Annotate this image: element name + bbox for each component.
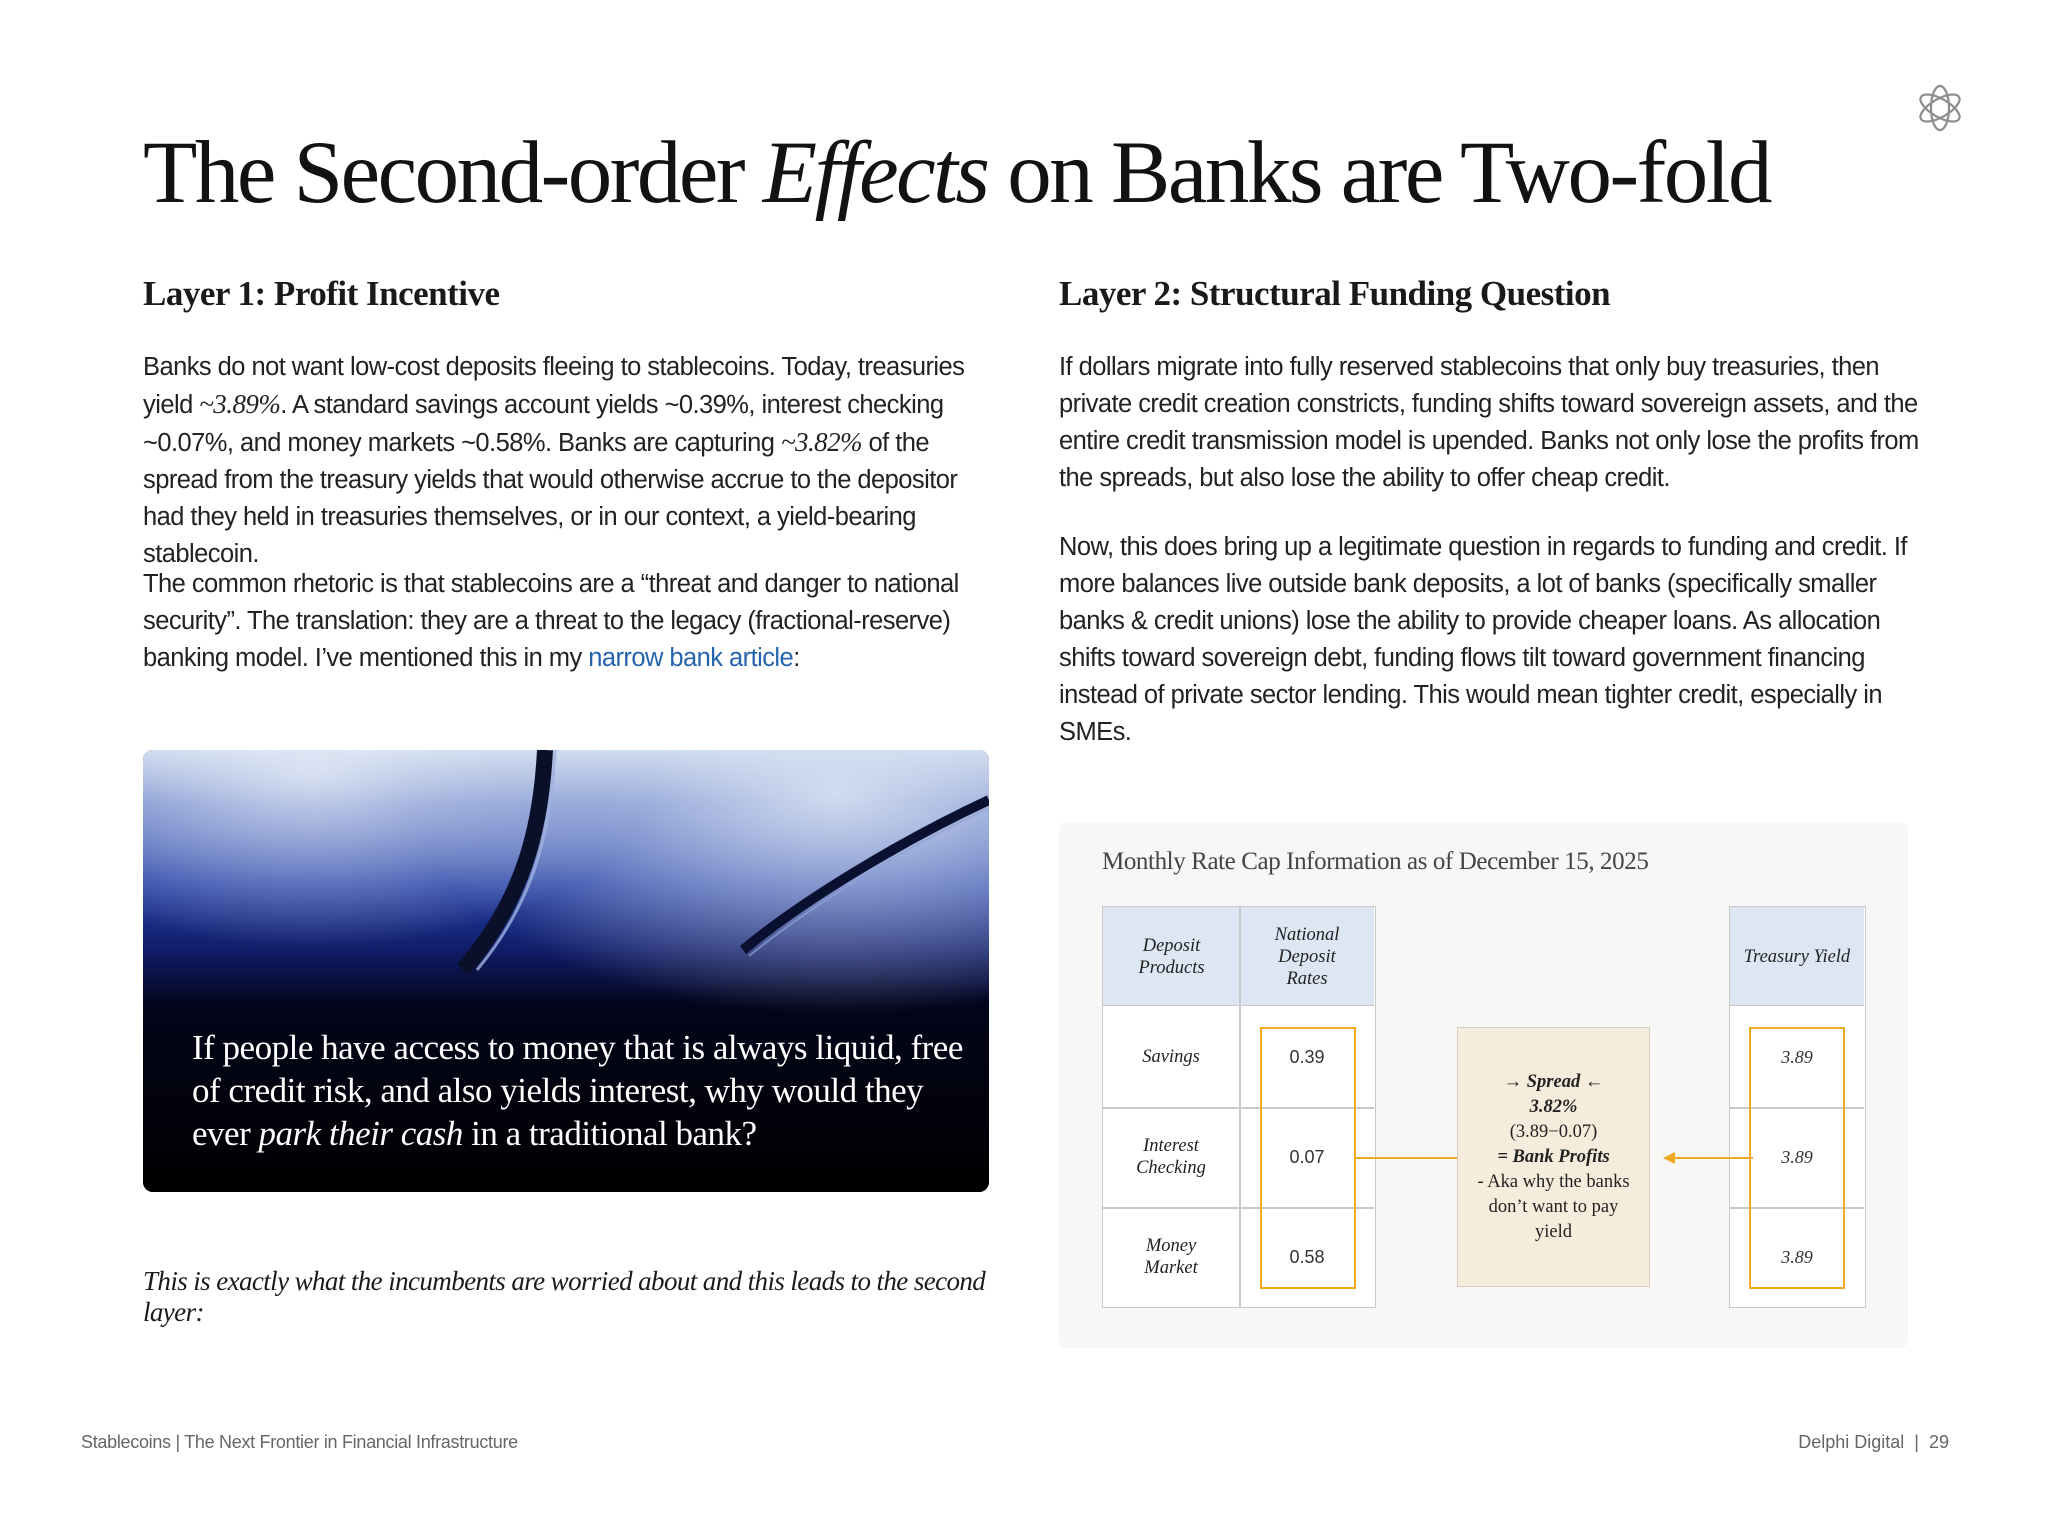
rate-cap-panel: [1059, 822, 1908, 1348]
rate-cap-title: Monthly Rate Cap Information as of December 15, 2025: [1102, 848, 1649, 875]
footer-report-title: Stablecoins | The Next Frontier in Financial Infrastructure: [81, 1432, 518, 1452]
layer2-heading: Layer 2: Structural Funding Question: [1059, 274, 1611, 313]
spread-formula: (3.89−0.07): [1509, 1121, 1598, 1142]
row-product-savings: Savings: [1142, 1047, 1200, 1067]
spread-note: - Aka why the banks don’t want to pay yield: [1477, 1171, 1630, 1242]
delphi-logo-icon: [1912, 80, 1968, 136]
layer1-paragraph-1: Banks do not want low-cost deposits fleeing to stablecoins. Today, treasuries yield ~3.89%. A standard savings account yields ~0.39%, interest checking ~0.07%, and money markets ~0.58%. Banks are capturing ~3.82% of the spread from the treasury yields that would otherwise accrue to the depositor had they held in treasuries themselves, or in our context, a yield-bearing stablecoin.: [143, 353, 965, 568]
footer-page-info: Delphi Digital | 29: [1798, 1432, 1949, 1452]
deposit-rates-table: [1102, 906, 1376, 1308]
row-rate-savings: 0.39: [1289, 1047, 1325, 1067]
rates-highlight-box: [1260, 1027, 1356, 1289]
row-rate-interest-checking: 0.07: [1289, 1147, 1325, 1167]
narrow-bank-article-link[interactable]: narrow bank article: [588, 644, 794, 672]
arrow-left-icon: [1663, 1148, 1753, 1168]
page-title: The Second-order Effects on Banks are Two-fold: [143, 124, 1770, 222]
spread-box: [1457, 1027, 1650, 1287]
quote-card: [143, 750, 989, 1192]
row-rate-money-market: 0.58: [1289, 1247, 1325, 1267]
layer2-paragraph-2: Now, this does bring up a legitimate question in regards to funding and credit. If more balances live outside bank deposits, a lot of banks (specifically smaller banks & credit unions) lose the ability to provide cheaper loans. As allocation shifts toward sovereign debt, funding flows tilt toward government financing instead of private sector lending. This would mean tighter credit, especially in SMEs.: [1059, 533, 1907, 746]
closing-note: This is exactly what the incumbents are worried about and this leads to the second layer:: [143, 1266, 986, 1327]
treasury-yield-table: [1729, 906, 1866, 1308]
layer1-paragraph-2: The common rhetoric is that stablecoins are a “threat and danger to national security”. The translation: they are a threat to the legacy (fractional-reserve) banking model. I’ve mentioned this in my narrow bank article:: [143, 570, 959, 672]
layer2-paragraph-1: If dollars migrate into fully reserved stablecoins that only buy treasuries, then private credit creation constricts, funding shifts toward sovereign assets, and the entire credit transmission model is upended. Banks not only lose the profits from the spreads, but also lose the ability to offer cheap credit.: [1059, 353, 1919, 492]
row-treasury-savings: 3.89: [1781, 1047, 1813, 1067]
row-product-money-market: Money Market: [1144, 1236, 1198, 1278]
header-treasury-yield: Treasury Yield: [1743, 946, 1851, 967]
header-deposit-products: Deposit Products: [1138, 935, 1205, 978]
row-treasury-money-market: 3.89: [1781, 1247, 1813, 1267]
spread-bank-profits: = Bank Profits: [1497, 1146, 1610, 1167]
spread-value: 3.82%: [1529, 1096, 1578, 1117]
header-national-deposit-rates: National Deposit Rates: [1274, 924, 1340, 989]
quote-text: If people have access to money that is always liquid, free of credit risk, and also yields interest, why would they ever park their cash in a traditional bank?: [192, 1028, 963, 1153]
row-product-interest-checking: Interest Checking: [1136, 1136, 1206, 1178]
layer1-heading: Layer 1: Profit Incentive: [143, 274, 500, 313]
spread-label: → Spread ←: [1503, 1071, 1604, 1092]
row-treasury-interest-checking: 3.89: [1781, 1147, 1813, 1167]
treasury-highlight-box: [1749, 1027, 1845, 1289]
